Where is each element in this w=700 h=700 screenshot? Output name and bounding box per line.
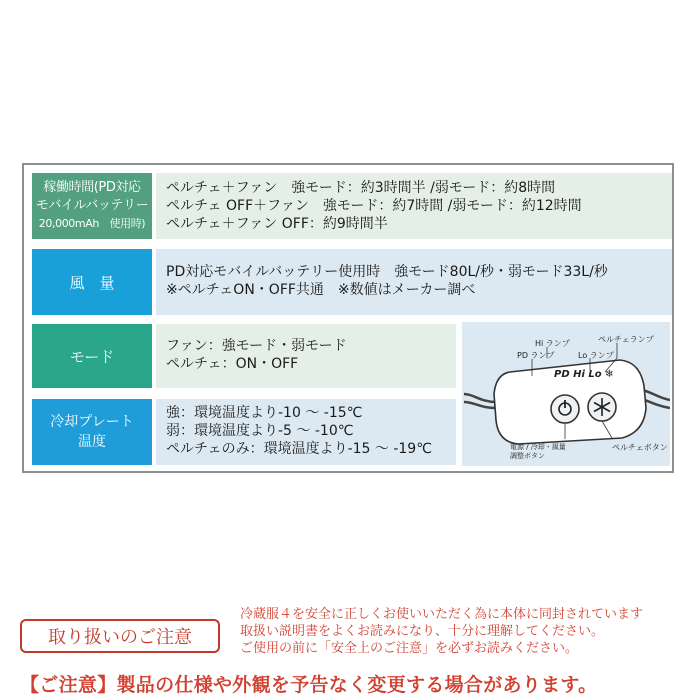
airflow-line: ※ペルチェON・OFF共通 ※数値はメーカー調べ <box>166 282 476 298</box>
caution-line: 取扱い説明書をよくお読みになり、十分に理解してください。 <box>240 624 605 639</box>
runtime-body <box>156 173 672 239</box>
plate-line: 強：環境温度より-10 ～ -15℃ <box>166 405 363 421</box>
plate-line: ペルチェのみ：環境温度より-15 ～ -19℃ <box>166 441 432 457</box>
runtime-header-line: モバイルバッテリー <box>35 198 149 213</box>
runtime-line: ペルチェ＋ファン OFF：約9時間半 <box>166 216 388 232</box>
peltier-button-label: ペルチェボタン <box>612 443 668 452</box>
runtime-line: ペルチェ OFF＋ファン 強モード：約7時間 /弱モード：約12時間 <box>166 198 582 214</box>
peltier-lamp-label: ペルチェランプ <box>598 335 654 344</box>
runtime-header-line: 20,000mAh 使用時) <box>38 217 146 230</box>
power-button-label: 電源 / 冷却・風量 <box>510 443 566 451</box>
caution-title-box <box>20 619 220 653</box>
runtime-header <box>32 173 152 239</box>
airflow-body <box>156 249 672 315</box>
pd-lamp-label: PD ランプ <box>517 351 555 360</box>
plate-body <box>156 399 456 465</box>
runtime-header-line: 稼働時間(PD対応 <box>43 180 141 195</box>
plate-header-line: 温度 <box>77 434 106 450</box>
caution-title: 取り扱いのご注意 <box>48 627 192 648</box>
change-notice: 【ご注意】製品の仕様や外観を予告なく変更する場合があります。 <box>20 674 598 696</box>
airflow-header-label: 風 量 <box>69 273 115 292</box>
airflow-line: PD対応モバイルバッテリー使用時 強モード80L/秒・弱モード33L/秒 <box>166 264 608 280</box>
mode-line: ペルチェ：ON・OFF <box>166 356 299 372</box>
mode-header <box>32 324 152 388</box>
plate-line: 弱：環境温度より-5 ～ -10℃ <box>166 423 354 439</box>
spec-row-plate <box>32 399 456 465</box>
plate-header-line: 冷却プレート <box>50 414 134 430</box>
spec-row-airflow <box>32 249 672 315</box>
caution-text <box>240 606 690 657</box>
airflow-header <box>32 249 152 315</box>
spec-row-runtime <box>32 173 672 239</box>
mode-line: ファン：強モード・弱モード <box>166 338 347 354</box>
mode-body <box>156 324 456 388</box>
hi-lamp-label: Hi ランプ <box>535 339 570 348</box>
controller-diagram <box>462 322 670 466</box>
mode-header-label: モード <box>69 347 115 366</box>
indicator-lamps: PD Hi Lo ❄ <box>554 369 614 380</box>
plate-header <box>32 399 152 465</box>
caution-line: ご使用の前に「安全上のご注意」を必ずお読みください。 <box>240 641 579 656</box>
power-button-label-2: 調整ボタン <box>510 452 545 460</box>
runtime-line: ペルチェ＋ファン 強モード：約3時間半 /弱モード：約8時間 <box>166 180 556 196</box>
caution-line: 冷蔵服４を安全に正しくお使いいただく為に本体に同封されています <box>240 607 644 622</box>
lo-lamp-label: Lo ランプ <box>578 351 614 360</box>
spec-table <box>22 163 674 473</box>
spec-row-mode <box>32 324 456 388</box>
